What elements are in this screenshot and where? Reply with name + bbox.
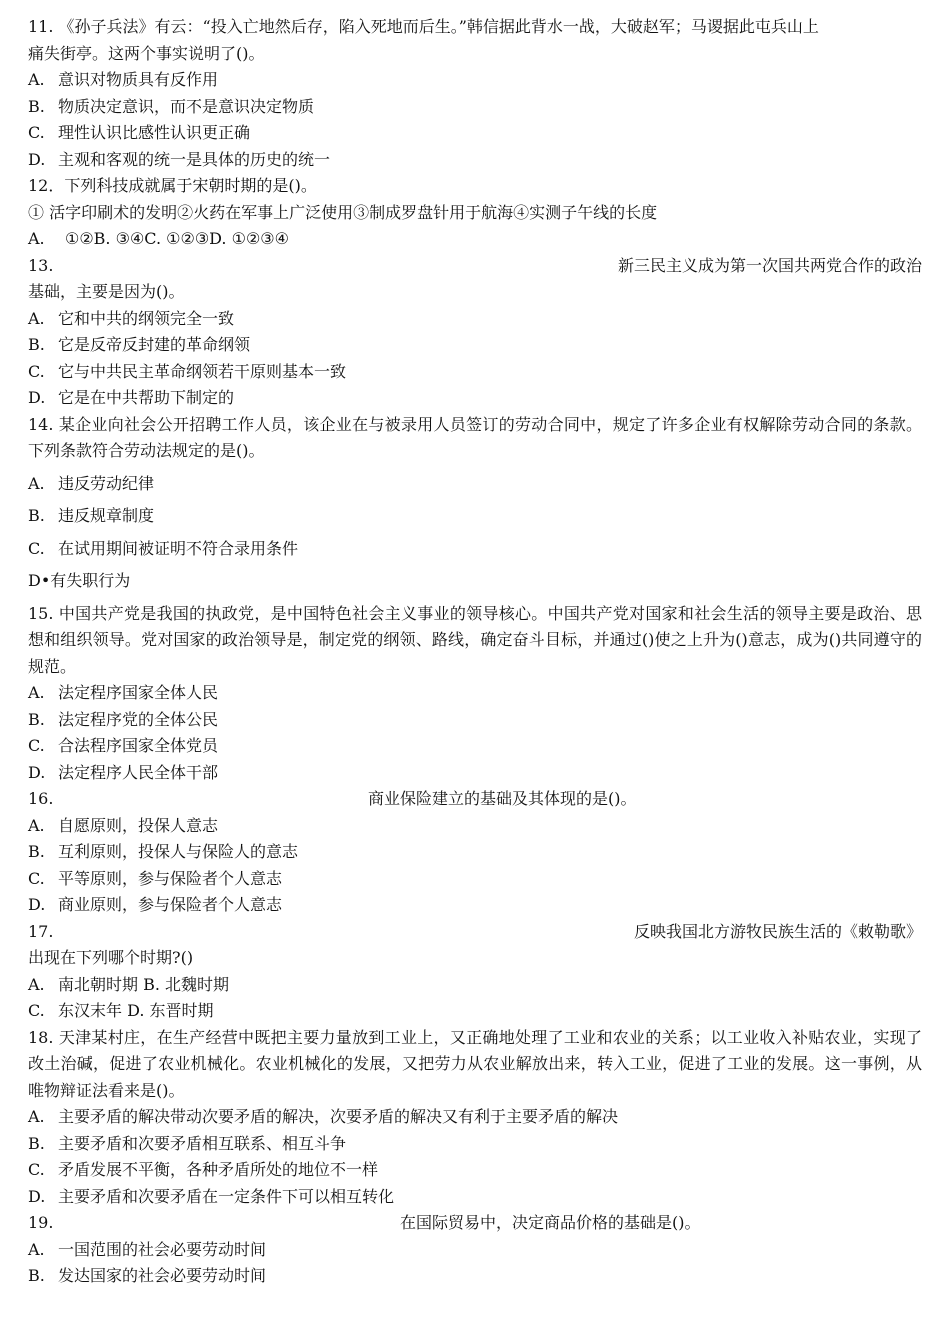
- option-letter: C.: [28, 361, 45, 381]
- option-letter: A.: [28, 815, 45, 835]
- q11-stem-line1: 11. 《孙子兵法》有云：“投入亡地然后存，陷入死地而后生。”韩信据此背水一战，大破赵军；马谡据此屯兵山上: [28, 17, 819, 36]
- option-text: 意识对物质具有反作用: [58, 70, 219, 89]
- option-text: 主要矛盾的解决带动次要矛盾的解决，次要矛盾的解决又有利于主要矛盾的解决: [58, 1107, 619, 1126]
- option-letter: A.: [28, 1107, 45, 1126]
- q19-stem-line: [28, 1210, 922, 1237]
- q14-option-c: [28, 536, 922, 563]
- option-text: 法定程序国家全体人民: [58, 683, 219, 702]
- q19-option-b: [28, 1263, 922, 1290]
- option-letter: B.: [28, 96, 45, 116]
- q17-option-cd: [28, 998, 922, 1025]
- q15-option-b: [28, 707, 922, 734]
- option-text: 理性认识比感性认识更正确: [58, 123, 251, 142]
- q16-stem-line: [28, 786, 922, 813]
- q17-stem-right: 反映我国北方游牧民族生活的《敕勒歌》: [633, 921, 922, 941]
- q11-option-c: [28, 120, 922, 147]
- option-text: 主观和客观的统一是具体的历史的统一: [58, 149, 331, 169]
- option-letter: A.: [28, 683, 45, 702]
- q13-option-b: [28, 332, 922, 359]
- q13-option-a: [28, 306, 922, 333]
- option-letter: B.: [28, 709, 45, 729]
- q16-option-c: [28, 866, 922, 893]
- q13-option-c: [28, 359, 922, 386]
- option-letter: B.: [28, 842, 45, 861]
- option-letter: A.: [28, 974, 45, 994]
- option-text: 在试用期间被证明不符合录用条件: [58, 538, 299, 558]
- option-text: 平等原则，参与保险者个人意志: [58, 868, 283, 888]
- q13-option-d: [28, 385, 922, 412]
- q17-stem-line1: [28, 919, 922, 946]
- option-text: 法定程序党的全体公民: [58, 709, 219, 729]
- option-text: 主要矛盾和次要矛盾在一定条件下可以相互转化: [58, 1186, 395, 1206]
- q13-stem-right: 新三民主义成为第一次国共两党合作的政治: [617, 255, 922, 275]
- q19-stem: 在国际贸易中，决定商品价格的基础是()。: [400, 1213, 701, 1232]
- option-letter: D.: [28, 149, 46, 169]
- q15-option-d: [28, 760, 922, 787]
- q15-stem: 15. 中国共产党是我国的执政党，是中国特色社会主义事业的领导核心。中国共产党对国家和社会生活的领导主要是政治、思想和组织领导。党对国家的政治领导是，制定党的纲领、路线，确定奋斗目标，并通过()使之上升为()意志，成为()共同遵守的规范。: [28, 603, 922, 676]
- option-text: 物质决定意识，而不是意识决定物质: [58, 96, 315, 116]
- q14-option-a: [28, 471, 922, 498]
- q14-option-b: [28, 503, 922, 530]
- option-text: 它和中共的纲领完全一致: [58, 308, 235, 328]
- option-text: 法定程序人民全体干部: [58, 762, 219, 782]
- option-text: 违反规章制度: [58, 506, 155, 525]
- q17-stem-cont: 出现在下列哪个时期?(): [28, 948, 194, 967]
- option-letter: C.: [28, 736, 45, 755]
- option-letter: A.: [28, 473, 45, 493]
- q14-stem: 14. 某企业向社会公开招聘工作人员，该企业在与被录用人员签订的劳动合同中，规定了许多企业有权解除劳动合同的条款。下列条款符合劳动法规定的是()。: [28, 414, 922, 460]
- question-number: 19.: [28, 1213, 54, 1232]
- q17-option-ab: [28, 972, 922, 999]
- q11-option-d: [28, 147, 922, 174]
- option-letter: B.: [28, 1266, 45, 1285]
- question-number: 13.: [28, 255, 54, 275]
- option-text: 南北朝时期 B. 北魏时期: [58, 974, 230, 994]
- option-letter: D.: [28, 388, 46, 407]
- q12-items: ① 活字印刷术的发明②火药在军事上广泛使用③制成罗盘针用于航海④实测子午线的长度: [28, 202, 658, 222]
- option-letter: A.: [28, 308, 45, 328]
- option-text: 主要矛盾和次要矛盾相互联系、相互斗争: [58, 1133, 347, 1153]
- option-letter: D.: [28, 1186, 46, 1206]
- q12-options: A. ①②B. ③④C. ①②③D. ①②③④: [28, 229, 289, 248]
- q11-option-a: [28, 67, 922, 94]
- option-letter: C.: [28, 538, 45, 558]
- q11-option-b: [28, 94, 922, 121]
- q18-option-a: [28, 1104, 922, 1131]
- option-letter: A.: [28, 1239, 45, 1259]
- q16-option-b: [28, 839, 922, 866]
- option-text: 自愿原则，投保人意志: [58, 815, 219, 835]
- option-text: 一国范围的社会必要劳动时间: [58, 1239, 267, 1259]
- q18-option-c: [28, 1157, 922, 1184]
- option-text: 它是在中共帮助下制定的: [58, 388, 235, 407]
- q13-stem-cont: 基础，主要是因为()。: [28, 282, 185, 301]
- q18-option-d: [28, 1184, 922, 1211]
- q13-stem-line1: [28, 253, 922, 280]
- q12-stem: 12．下列科技成就属于宋朝时期的是()。: [28, 176, 317, 195]
- option-letter: B.: [28, 1133, 45, 1153]
- q16-option-d: [28, 892, 922, 919]
- q14-option-d: D•有失职行为: [28, 571, 131, 590]
- question-number: 16.: [28, 789, 54, 808]
- document-page: [28, 14, 922, 1290]
- option-letter: B.: [28, 335, 45, 354]
- option-text: 发达国家的社会必要劳动时间: [58, 1266, 267, 1285]
- option-text: 违反劳动纪律: [58, 473, 155, 493]
- option-letter: C.: [28, 1160, 45, 1179]
- option-letter: C.: [28, 868, 45, 888]
- q18-stem: 18. 天津某村庄，在生产经营中既把主要力量放到工业上，又正确地处理了工业和农业的关系；以工业收入补贴农业，实现了改土治碱，促进了农业机械化。农业机械化的发展，又把劳力从农业解放出来，转入工业，促进了工业的发展。这一事例，从唯物辩证法看来是()。: [28, 1027, 922, 1100]
- option-text: 它是反帝反封建的革命纲领: [58, 335, 251, 354]
- q16-stem: 商业保险建立的基础及其体现的是()。: [368, 789, 637, 808]
- q15-option-a: [28, 680, 922, 707]
- option-letter: A.: [28, 70, 45, 89]
- option-letter: D.: [28, 762, 46, 782]
- option-text: 合法程序国家全体党员: [58, 736, 219, 755]
- option-letter: D.: [28, 895, 46, 914]
- option-text: 它与中共民主革命纲领若干原则基本一致: [58, 361, 347, 381]
- option-text: 互利原则，投保人与保险人的意志: [58, 842, 299, 861]
- question-number: 17.: [28, 921, 54, 941]
- q18-option-b: [28, 1131, 922, 1158]
- option-letter: C.: [28, 1001, 45, 1020]
- q16-option-a: [28, 813, 922, 840]
- option-letter: C.: [28, 123, 45, 142]
- q15-option-c: [28, 733, 922, 760]
- q11-stem-line2: 痛失街亭。这两个事实说明了()。: [28, 43, 265, 63]
- option-text: 商业原则，参与保险者个人意志: [58, 895, 283, 914]
- option-text: 东汉末年 D. 东晋时期: [58, 1001, 214, 1020]
- option-text: 矛盾发展不平衡，各种矛盾所处的地位不一样: [58, 1160, 379, 1179]
- option-letter: B.: [28, 506, 45, 525]
- q19-option-a: [28, 1237, 922, 1264]
